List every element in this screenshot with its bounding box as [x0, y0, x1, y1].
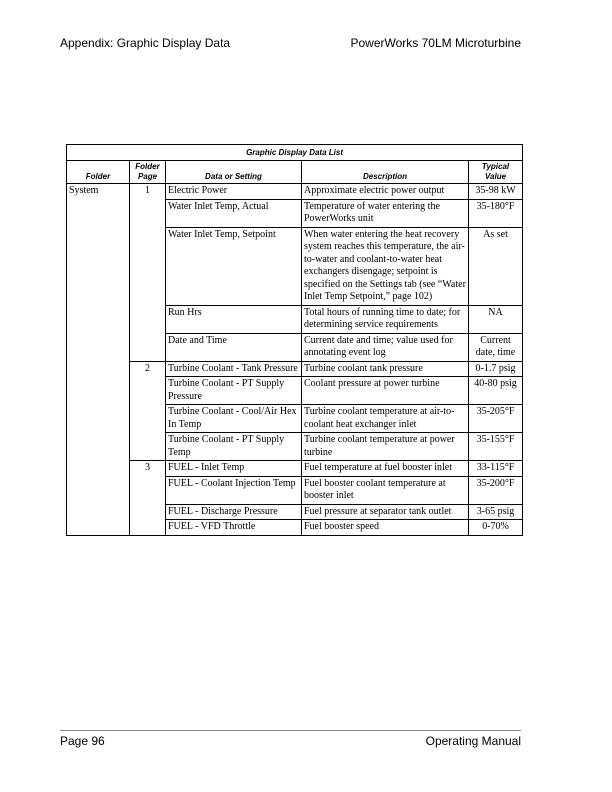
folder-page-cell: 3 — [130, 461, 166, 536]
table-row — [67, 361, 523, 377]
data-setting-cell: FUEL - Inlet Temp — [166, 461, 302, 477]
data-setting-cell: Turbine Coolant - PT Supply Pressure — [166, 377, 302, 405]
description-cell: Turbine coolant tank pressure — [302, 361, 469, 377]
running-header-title: PowerWorks 70LM Microturbine — [350, 36, 521, 50]
data-setting-cell: Electric Power — [166, 184, 302, 200]
column-header-typical-value: Typical Value — [469, 161, 523, 184]
typical-value-cell: 0-1.7 psig — [469, 361, 523, 377]
folder-page-cell: 1 — [130, 184, 166, 362]
data-setting-cell: Turbine Coolant - Cool/Air Hex In Temp — [166, 405, 302, 433]
data-setting-cell: FUEL - Coolant Injection Temp — [166, 476, 302, 504]
footer-manual-title: Operating Manual — [425, 734, 521, 748]
typical-value-cell: 35-200°F — [469, 476, 523, 504]
typical-value-cell: 35-98 kW — [469, 184, 523, 200]
typical-value-cell: 0-70% — [469, 520, 523, 536]
data-setting-cell: Run Hrs — [166, 305, 302, 333]
typical-value-cell: Current date, time — [469, 333, 523, 361]
typical-value-cell: 33-115°F — [469, 461, 523, 477]
description-cell: Temperature of water entering the PowerWorks unit — [302, 199, 469, 227]
table-row — [67, 184, 523, 200]
column-header-description: Description — [302, 161, 469, 184]
description-cell: Fuel pressure at separator tank outlet — [302, 504, 469, 520]
typical-value-cell: NA — [469, 305, 523, 333]
typical-value-cell: 35-155°F — [469, 433, 523, 461]
graphic-display-data-table — [66, 144, 523, 536]
table-caption: Graphic Display Data List — [67, 145, 523, 161]
table-row — [67, 461, 523, 477]
description-cell: Turbine coolant temperature at power turbine — [302, 433, 469, 461]
data-setting-cell: Date and Time — [166, 333, 302, 361]
data-setting-cell: Water Inlet Temp, Actual — [166, 199, 302, 227]
description-cell: Current date and time; value used for annotating event log — [302, 333, 469, 361]
running-header-section: Appendix: Graphic Display Data — [60, 36, 231, 50]
description-cell: Fuel booster speed — [302, 520, 469, 536]
page-number: Page 96 — [60, 734, 105, 748]
typical-value-cell: As set — [469, 227, 523, 305]
data-setting-cell: Turbine Coolant - PT Supply Temp — [166, 433, 302, 461]
folder-cell: System — [67, 184, 130, 536]
table-body — [67, 184, 523, 536]
description-cell: Fuel booster coolant temperature at booster inlet — [302, 476, 469, 504]
typical-value-cell: 40-80 psig — [469, 377, 523, 405]
description-cell: When water entering the heat recovery system reaches this temperature, the air-to-water and coolant-to-water heat exchangers disengage; setpoint is specified on the Settings tab (see “Water Inlet Temp Setpoint,” page 102) — [302, 227, 469, 305]
description-cell: Fuel temperature at fuel booster inlet — [302, 461, 469, 477]
data-setting-cell: Turbine Coolant - Tank Pressure — [166, 361, 302, 377]
description-cell: Coolant pressure at power turbine — [302, 377, 469, 405]
data-setting-cell: FUEL - VFD Throttle — [166, 520, 302, 536]
description-cell: Approximate electric power output — [302, 184, 469, 200]
description-cell: Turbine coolant temperature at air-to-coolant heat exchanger inlet — [302, 405, 469, 433]
column-header-folder: Folder — [67, 161, 130, 184]
typical-value-cell: 3-65 psig — [469, 504, 523, 520]
typical-value-cell: 35-180°F — [469, 199, 523, 227]
footer-rule — [60, 730, 521, 731]
typical-value-cell: 35-205°F — [469, 405, 523, 433]
column-header-data-setting: Data or Setting — [166, 161, 302, 184]
column-header-folder-page: Folder Page — [130, 161, 166, 184]
folder-page-cell: 2 — [130, 361, 166, 461]
data-setting-cell: Water Inlet Temp, Setpoint — [166, 227, 302, 305]
data-setting-cell: FUEL - Discharge Pressure — [166, 504, 302, 520]
description-cell: Total hours of running time to date; for determining service requirements — [302, 305, 469, 333]
